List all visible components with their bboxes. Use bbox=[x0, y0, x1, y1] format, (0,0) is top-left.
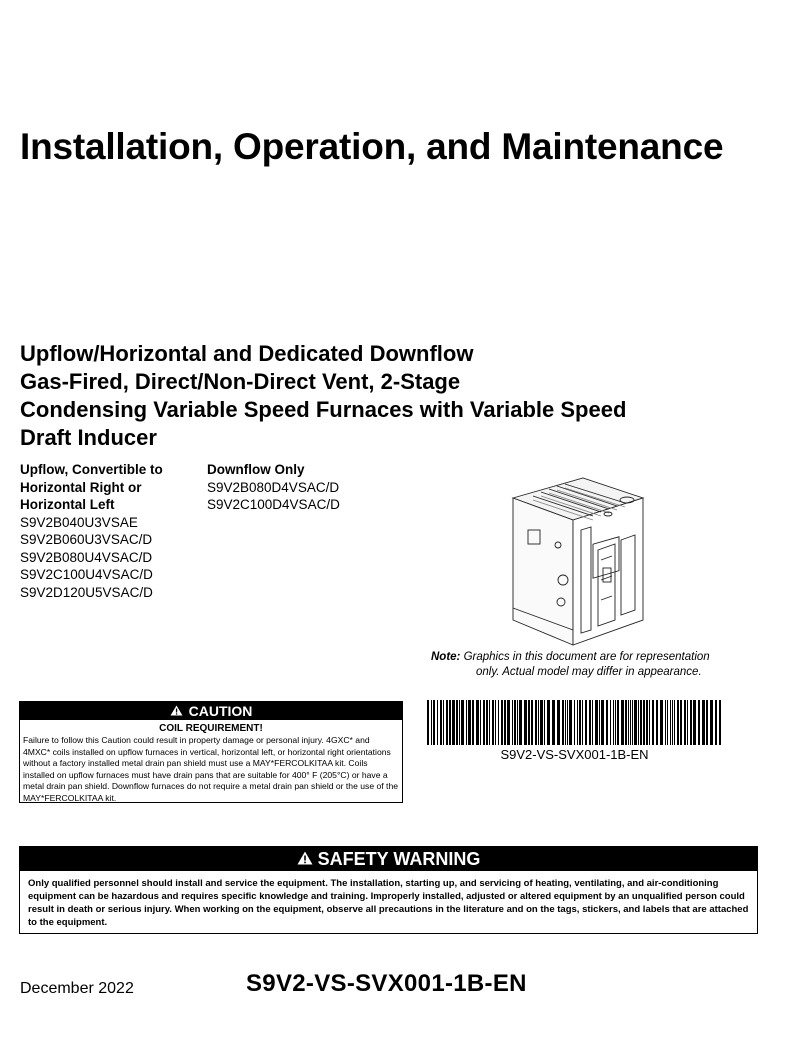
upflow-model-list bbox=[20, 461, 163, 601]
upflow-heading-line: Upflow, Convertible to bbox=[20, 462, 163, 477]
subtitle-line: Upflow/Horizontal and Dedicated Downflow bbox=[20, 341, 474, 366]
model-number: S9V2B040U3VSAE bbox=[20, 514, 138, 530]
warning-triangle-icon bbox=[170, 702, 183, 720]
subtitle-line: Condensing Variable Speed Furnaces with Variable Speed bbox=[20, 397, 627, 422]
note-label: Note: bbox=[431, 651, 461, 663]
document-number: S9V2-VS-SVX001-1B-EN bbox=[246, 970, 527, 997]
model-number: S9V2B080U4VSAC/D bbox=[20, 549, 153, 565]
safety-warning-header bbox=[20, 847, 757, 871]
downflow-heading: Downflow Only bbox=[207, 462, 305, 477]
model-number: S9V2C100U4VSAC/D bbox=[20, 567, 153, 582]
subtitle-line: Draft Inducer bbox=[20, 425, 157, 450]
caution-box bbox=[19, 701, 403, 803]
model-number: S9V2C100D4VSAC/D bbox=[207, 497, 340, 512]
graphics-note bbox=[431, 650, 731, 680]
upflow-heading-line: Horizontal Right or bbox=[20, 479, 142, 495]
upflow-heading-line: Horizontal Left bbox=[20, 497, 115, 512]
caution-subheader: COIL REQUIREMENT! bbox=[159, 723, 263, 734]
safety-warning-body: Only qualified personnel should install and service the equipment. The installation, starting up, and servicing of heating, ventilating, and air-conditioning equipment can be hazardous and requires specific knowledge and training. Improperly installed, adjusted or altered equipment by an unqualified person could result in death or serious injury. When working on the equipment, observe all precautions in the literature and on the tags, stickers, and labels that are attached to the equipment. bbox=[28, 878, 749, 928]
model-number: S9V2B080D4VSAC/D bbox=[207, 479, 340, 495]
safety-warning-label: SAFETY WARNING bbox=[317, 849, 481, 869]
warning-triangle-icon bbox=[297, 847, 313, 871]
document-title: Installation, Operation, and Maintenance bbox=[20, 126, 724, 167]
publication-date: December 2022 bbox=[20, 980, 134, 997]
note-line: Graphics in this document are for representation bbox=[463, 651, 710, 663]
barcode-icon bbox=[427, 700, 722, 745]
caution-header bbox=[20, 702, 402, 720]
model-number: S9V2D120U5VSAC/D bbox=[20, 584, 153, 600]
barcode-text: S9V2-VS-SVX001-1B-EN bbox=[500, 747, 649, 762]
model-number: S9V2B060U3VSAC/D bbox=[20, 532, 153, 547]
safety-warning-box bbox=[19, 846, 758, 934]
downflow-model-list bbox=[207, 461, 340, 514]
furnace-icon bbox=[503, 470, 653, 650]
caution-body: Failure to follow this Caution could result in property damage or personal injury. 4GXC* and 4MXC* coils installed on upflow furnaces in vertical, horizontal left, or horizontal right orientations without a factory installed metal drain pan shield must use a MAY*FERCOLKITAA kit. Coils installed on upflow furnaces must have drain pans that are suitable for 400° F (205°C) or have a metal drain pan shield. Downflow furnaces do not require a metal drain pan shield or the use of the MAY*FERCOLKITAA kit. bbox=[23, 735, 399, 803]
document-subtitle bbox=[20, 340, 790, 452]
note-line: only. Actual model may differ in appearance. bbox=[476, 666, 702, 678]
subtitle-line: Gas-Fired, Direct/Non-Direct Vent, 2-Stage bbox=[20, 369, 461, 394]
caution-header-label: CAUTION bbox=[188, 703, 253, 719]
